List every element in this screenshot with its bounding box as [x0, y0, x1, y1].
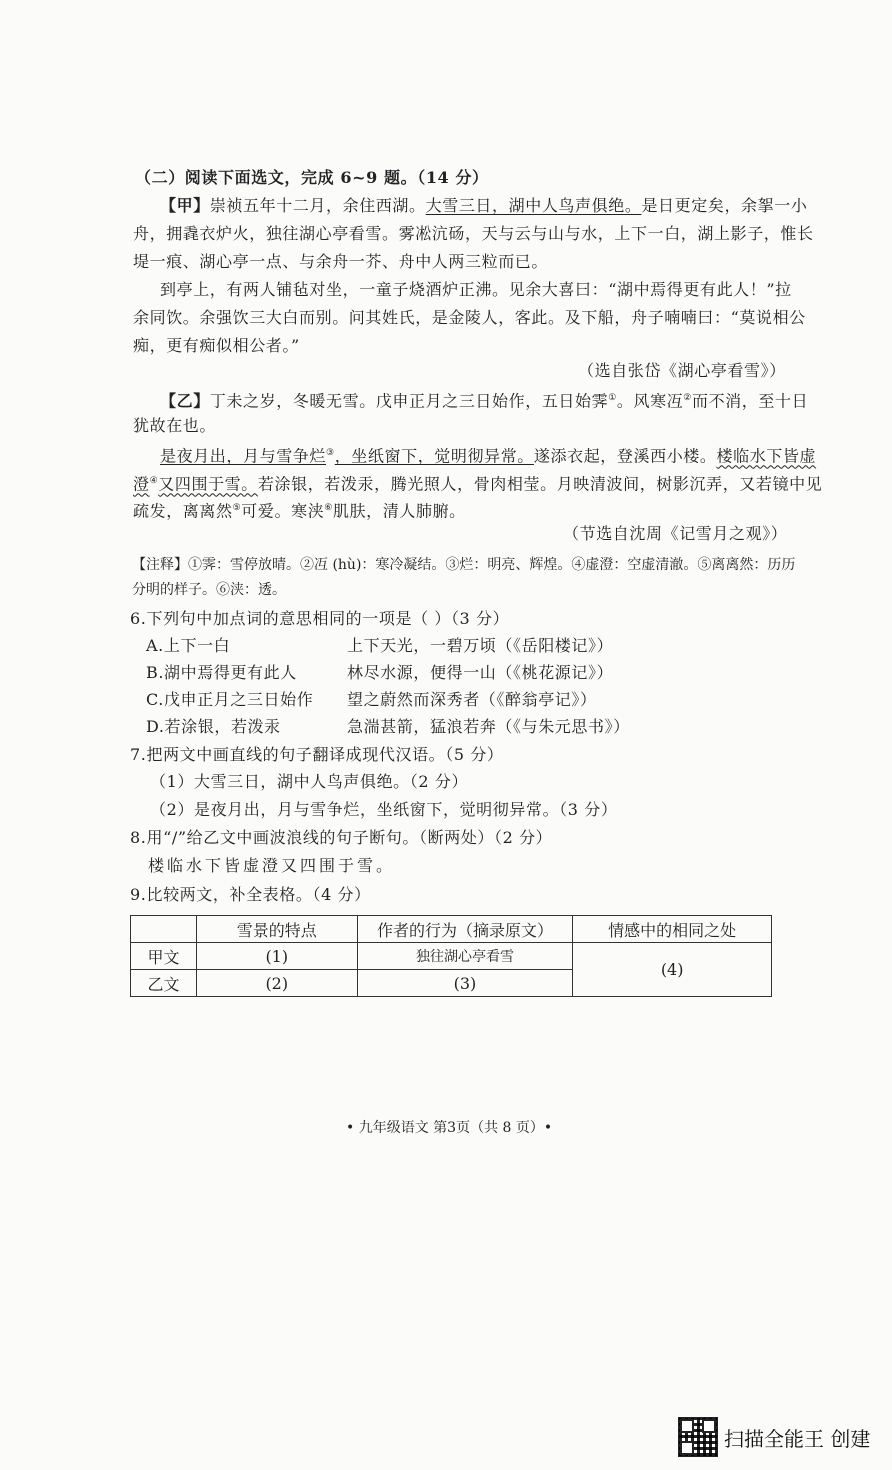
- jia-p1-line1: [160, 195, 807, 217]
- yi-underlined-sentence: 是夜月出，月与雪争烂: [160, 446, 327, 466]
- footnote-mark: ①: [608, 393, 617, 403]
- table-row-label: 乙文: [131, 970, 197, 997]
- table-header-cell: 雪景的特点: [196, 916, 357, 943]
- table-header-cell: [131, 916, 197, 943]
- q7-sub2: （2）是夜月出，月与雪争烂，坐纸窗下，觉明彻异常。（3 分）: [150, 800, 618, 819]
- jia-p1-line2: 舟，拥毳衣炉火，独往湖心亭看雪。雾凇沆砀，天与云与山与水，上下一白，湖上影子，惟长: [133, 224, 814, 243]
- yi-text: 肌肤，清人肺腑。: [332, 501, 466, 521]
- table-cell: (2): [196, 970, 357, 997]
- q6-option-c-left: C.戊申正月之三日始作: [146, 690, 314, 709]
- footnote-mark: ②: [683, 393, 692, 403]
- notes-line1: 【注释】①霁：雪停放晴。②冱 (hù)：寒冷凝结。③烂：明亮、辉煌。④虚澄：空虚清澈。⑤离离然：历历: [132, 557, 796, 573]
- q6-option-d-left: D.若涂银，若泼汞: [146, 717, 281, 736]
- yi-p2-line1: [160, 442, 816, 467]
- yi-text: 而不消，至十日: [691, 391, 809, 411]
- section-header: （二）阅读下面选文，完成 6~9 题。（14 分）: [135, 168, 489, 187]
- yi-text: 丁未之岁，冬暖无雪。戊申正月之三日始作，五日始霁: [209, 391, 609, 411]
- qr-code-icon: [678, 1417, 718, 1457]
- q8-stem: 8.用“/”给乙文中画波浪线的句子断句。（断两处）（2 分）: [130, 828, 553, 847]
- jia-p1-line3: 堤一痕、湖心亭一点、与余舟一芥、舟中人两三粒而已。: [133, 252, 549, 271]
- jia-text: 崇祯五年十二月，余住西湖。: [209, 196, 426, 215]
- table-cell: 独往湖心亭看雪: [357, 943, 573, 970]
- yi-wavy-sentence: 又四围于雪。: [158, 474, 258, 494]
- yi-p1-line1: [160, 387, 808, 412]
- jia-p2-line1: 到亭上，有两人铺毡对坐，一童子烧酒炉正沸。见余大喜曰：“湖中焉得更有此人！”拉: [160, 280, 792, 299]
- yi-text: 若涂银，若泼汞，腾光照人，骨肉相莹。月映清波间，树影沉弄，又若镜中见: [257, 474, 823, 494]
- scanner-watermark: 扫描全能王 创建: [724, 1427, 871, 1451]
- q9-stem: 9.比较两文，补全表格。（4 分）: [130, 885, 371, 904]
- q7-sub1: （1）大雪三日，湖中人鸟声俱绝。（2 分）: [150, 772, 469, 791]
- comparison-table: [130, 915, 772, 997]
- jia-p2-line3: 痴，更有痴似相公者。”: [133, 336, 300, 355]
- footnote-mark: ⑤: [232, 503, 242, 513]
- q6-option-b-left: B.湖中焉得更有此人: [146, 663, 297, 682]
- yi-p2-line2: [133, 470, 822, 495]
- table-header-cell: 作者的行为（摘录原文）: [357, 916, 573, 943]
- yi-source: （节选自沈周《记雪月之观》）: [563, 524, 788, 543]
- table-header-row: [131, 916, 772, 943]
- q6-option-c-right: 望之蔚然而深秀者（《醉翁亭记》）: [347, 690, 597, 709]
- yi-text: 。风寒冱: [616, 391, 684, 411]
- footnote-mark: ⑥: [324, 503, 333, 513]
- q8-sentence: 楼临水下皆虚澄又四围于雪。: [148, 856, 396, 875]
- yi-p2-line3: [133, 497, 466, 522]
- q6-option-a-left: A.上下一白: [146, 636, 231, 655]
- table-cell-merged: (4): [573, 943, 772, 997]
- q6-stem: 6.下列句中加点词的意思相同的一项是（ ）（3 分）: [130, 609, 510, 628]
- yi-text: 疏发，离离然: [133, 501, 233, 521]
- page-footer: • 九年级语文 第3页（共 8 页）•: [346, 1120, 553, 1136]
- table-row-label: 甲文: [131, 943, 197, 970]
- yi-wavy-sentence: 澄: [133, 474, 150, 494]
- jia-p2-line2: 余同饮。余强饮三大白而别。问其姓氏，是金陵人，客此。及下船，舟子喃喃曰：“莫说相公: [133, 308, 806, 327]
- footnote-mark: ③: [326, 448, 335, 458]
- table-cell: (1): [196, 943, 357, 970]
- yi-underlined-sentence-cont: ，坐纸窗下，觉明彻异常。: [334, 446, 534, 466]
- table-cell: (3): [357, 970, 573, 997]
- yi-text: 遂添衣起，登溪西小楼。: [533, 446, 717, 466]
- jia-source: （选自张岱《湖心亭看雪》）: [578, 361, 786, 380]
- table-row: [131, 943, 772, 970]
- q6-option-a-right: 上下天光，一碧万顷（《岳阳楼记》）: [347, 636, 614, 655]
- jia-underlined-sentence: 大雪三日，湖中人鸟声俱绝。: [425, 196, 642, 215]
- yi-p1-line2: 犹故在也。: [133, 416, 217, 435]
- jia-text: 是日更定矣，余挐一小: [641, 196, 808, 215]
- q7-stem: 7.把两文中画直线的句子翻译成现代汉语。（5 分）: [130, 745, 504, 764]
- notes-line2: 分明的样子。⑥浃：透。: [132, 582, 286, 598]
- q6-option-d-right: 急湍甚箭，猛浪若奔（《与朱元思书》）: [347, 717, 630, 736]
- yi-label: 【乙】: [160, 391, 210, 411]
- jia-label: 【甲】: [160, 196, 210, 215]
- table-header-cell: 情感中的相同之处: [573, 916, 772, 943]
- footnote-mark: ④: [149, 476, 159, 486]
- q6-option-b-right: 林尽水源，便得一山（《桃花源记》）: [347, 663, 614, 682]
- yi-wavy-sentence: 楼临水下皆虚: [716, 446, 817, 466]
- yi-text: 可爱。寒浃: [241, 501, 325, 521]
